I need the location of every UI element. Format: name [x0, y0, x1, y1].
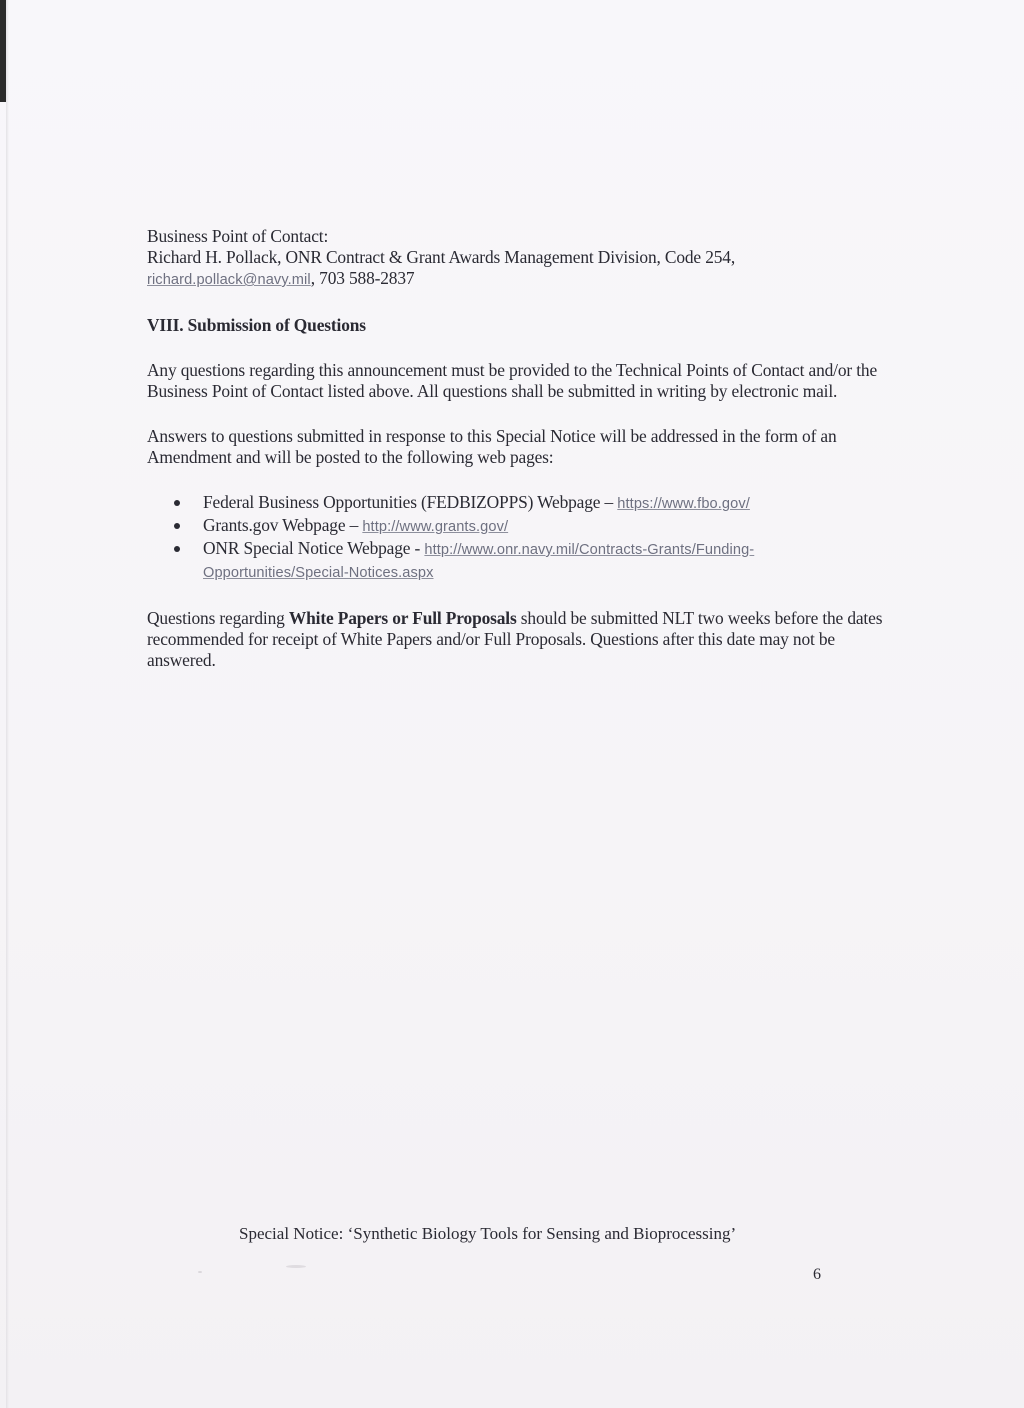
document-body [147, 226, 892, 671]
scan-speck [198, 1271, 202, 1273]
list-item-label: Federal Business Opportunities (FEDBIZOPPS) Webpage – [203, 492, 618, 512]
paragraph-deadline [147, 608, 892, 671]
contact-email-line [147, 268, 892, 291]
onr-special-notice-link[interactable]: http://www.onr.navy.mil/Contracts-Grants/Funding- [424, 542, 755, 558]
paragraph-answers-posting: Answers to questions submitted in response to this Special Notice will be addressed in the form of an Amendment and will be posted to the following web pages: [147, 426, 837, 467]
list-item-label: ONR Special Notice Webpage - [203, 538, 425, 558]
page-number: 6 [813, 1266, 821, 1283]
list-item [147, 515, 892, 538]
onr-special-notice-link-continued[interactable]: Opportunities/Special-Notices.aspx [203, 565, 434, 581]
deadline-text-bold: White Papers or Full Proposals [288, 608, 517, 628]
contact-name-line: Richard H. Pollack, ONR Contract & Grant Awards Management Division, Code 254, [147, 247, 736, 267]
bullet-icon [174, 500, 180, 506]
section-heading: VIII. Submission of Questions [147, 315, 366, 335]
contact-phone: , 703 588-2837 [310, 268, 415, 288]
contact-label: Business Point of Contact: [147, 226, 329, 246]
deadline-text-pre: Questions regarding [147, 608, 289, 628]
list-item-label: Grants.gov Webpage – [203, 515, 363, 535]
paragraph-questions-contact: Any questions regarding this announcement must be provided to the Technical Points of Contact and/or the Business Point of Contact listed above. All questions shall be submitted in writing by electronic mail. [147, 360, 878, 401]
web-pages-list [147, 492, 892, 584]
footer-title: Special Notice: ‘Synthetic Biology Tools for Sensing and Bioprocessing’ [239, 1224, 737, 1243]
list-item [147, 538, 892, 584]
fbo-link[interactable]: https://www.fbo.gov/ [617, 496, 750, 512]
contact-email-link[interactable]: richard.pollack@navy.mil [147, 272, 311, 288]
scan-edge-shadow [6, 0, 9, 1408]
grants-gov-link[interactable]: http://www.grants.gov/ [362, 519, 509, 535]
bullet-icon [174, 523, 180, 529]
deadline-text-post: should be submitted NLT two weeks before the dates recommended for receipt of White Papers and/or Full Proposals. Questions after this date may not be answered. [147, 608, 883, 670]
bullet-icon [174, 546, 180, 552]
scan-speck [286, 1265, 306, 1268]
list-item [147, 492, 892, 515]
